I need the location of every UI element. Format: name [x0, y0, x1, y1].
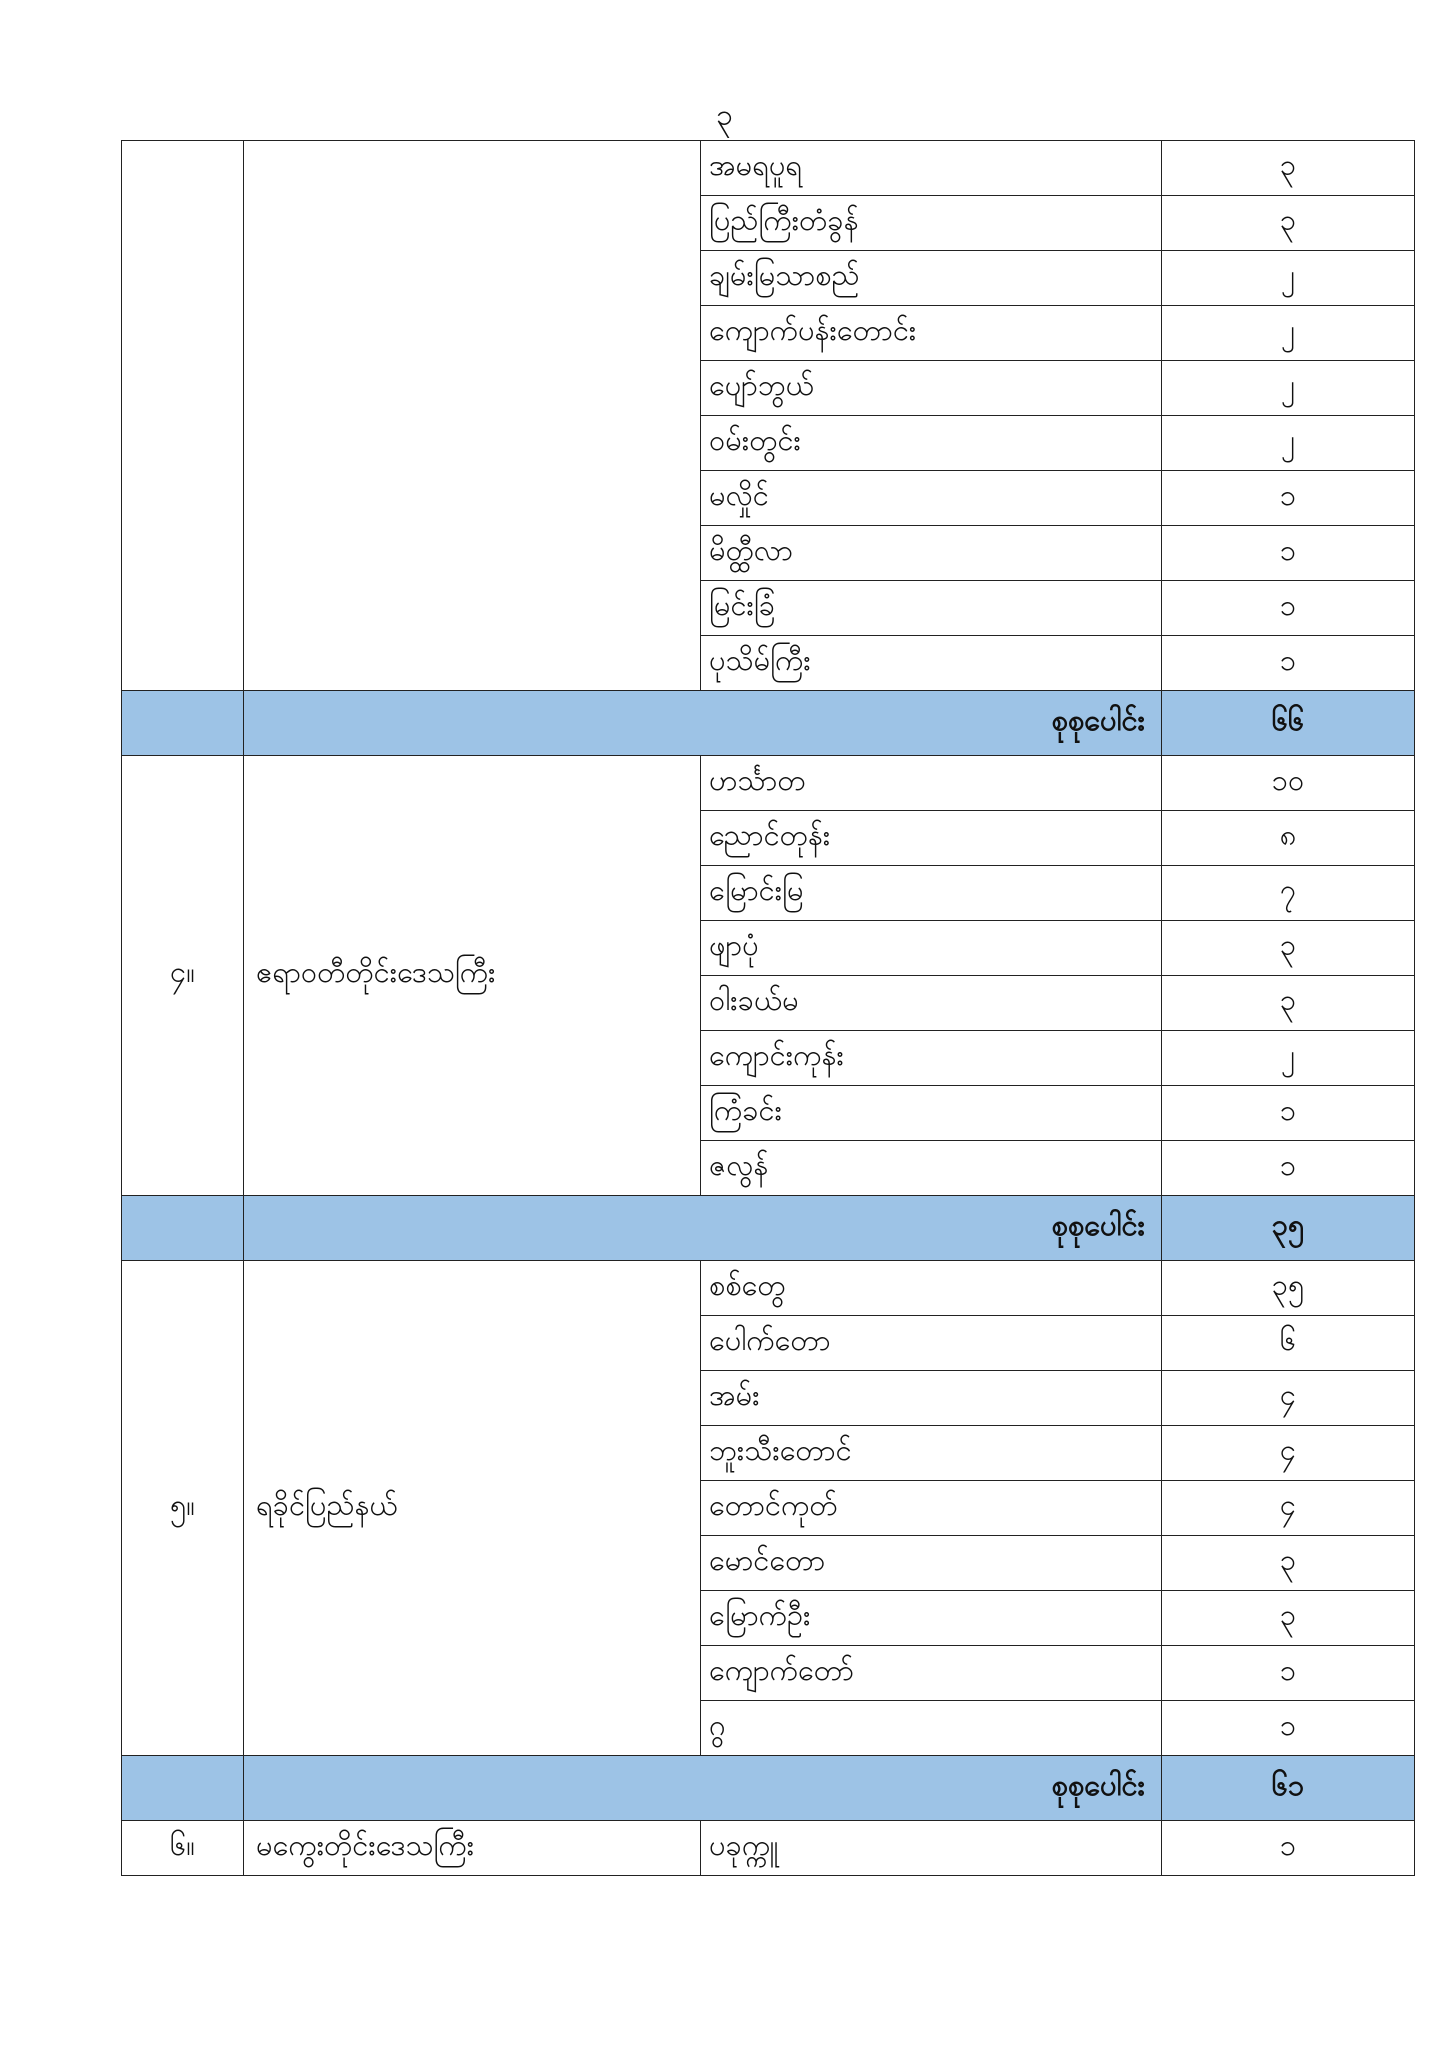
table-row — [122, 1261, 1415, 1316]
total-value: ၆၆ — [1162, 691, 1415, 756]
total-value: ၃၅ — [1162, 1196, 1415, 1261]
township-count: ၁ — [1162, 1646, 1415, 1701]
total-row — [122, 1756, 1415, 1821]
township-count: ၁ — [1162, 1141, 1415, 1196]
township-count: ၁ — [1162, 1086, 1415, 1141]
township-name: ကျောင်းကုန်း — [701, 1031, 1162, 1086]
township-name: ပုသိမ်ကြီး — [701, 636, 1162, 691]
total-blank-cell — [122, 1196, 244, 1261]
township-count: ၄ — [1162, 1371, 1415, 1426]
township-name: အမရပူရ — [701, 141, 1162, 196]
township-count: ၂ — [1162, 306, 1415, 361]
region-name — [244, 141, 701, 691]
township-count: ၂ — [1162, 1031, 1415, 1086]
total-label: စုစုပေါင်း — [244, 1756, 1162, 1821]
total-label: စုစုပေါင်း — [244, 691, 1162, 756]
township-name: ကြံခင်း — [701, 1086, 1162, 1141]
group-number: ၄။ — [122, 756, 244, 1196]
township-name: မြောင်းမြ — [701, 866, 1162, 921]
township-count: ၇ — [1162, 866, 1415, 921]
township-count: ၂ — [1162, 416, 1415, 471]
township-name: ကျောက်တော် — [701, 1646, 1162, 1701]
township-count: ၂ — [1162, 361, 1415, 416]
township-count: ၄ — [1162, 1426, 1415, 1481]
township-count: ၃၅ — [1162, 1261, 1415, 1316]
township-name: ဝမ်းတွင်း — [701, 416, 1162, 471]
township-count: ၁ — [1162, 581, 1415, 636]
township-count: ၈ — [1162, 811, 1415, 866]
region-name: မကွေးတိုင်းဒေသကြီး — [244, 1821, 701, 1876]
township-name: မိတ္ထီလာ — [701, 526, 1162, 581]
township-count: ၂ — [1162, 251, 1415, 306]
township-count: ၄ — [1162, 1481, 1415, 1536]
table-row — [122, 141, 1415, 196]
township-count: ၁ — [1162, 636, 1415, 691]
table-row — [122, 1821, 1415, 1876]
township-name: ပခုက္ကူ — [701, 1821, 1162, 1876]
total-row — [122, 1196, 1415, 1261]
township-name: ဇလွန် — [701, 1141, 1162, 1196]
township-name: စစ်တွေ — [701, 1261, 1162, 1316]
group-number — [122, 141, 244, 691]
township-table — [121, 140, 1415, 1876]
page-number: ၃ — [716, 98, 733, 133]
township-name: ကျောက်ပန်းတောင်း — [701, 306, 1162, 361]
township-name: ချမ်းမြသာစည် — [701, 251, 1162, 306]
total-value: ၆၁ — [1162, 1756, 1415, 1821]
township-name: တောင်ကုတ် — [701, 1481, 1162, 1536]
township-name: ဝါးခယ်မ — [701, 976, 1162, 1031]
total-blank-cell — [122, 1756, 244, 1821]
township-name: ဟင်္သာတ — [701, 756, 1162, 811]
total-row — [122, 691, 1415, 756]
township-count: ၃ — [1162, 976, 1415, 1031]
township-count: ၆ — [1162, 1316, 1415, 1371]
township-name: မောင်တော — [701, 1536, 1162, 1591]
township-name: မြင်းခြံ — [701, 581, 1162, 636]
township-count: ၃ — [1162, 1536, 1415, 1591]
township-name: အမ်း — [701, 1371, 1162, 1426]
township-count: ၃ — [1162, 196, 1415, 251]
township-count: ၃ — [1162, 1591, 1415, 1646]
township-name: ဂွ — [701, 1701, 1162, 1756]
total-blank-cell — [122, 691, 244, 756]
township-name: ပြည်ကြီးတံခွန် — [701, 196, 1162, 251]
region-name: ရခိုင်ပြည်နယ် — [244, 1261, 701, 1756]
township-name: ညောင်တုန်း — [701, 811, 1162, 866]
township-count: ၃ — [1162, 921, 1415, 976]
group-number: ၅။ — [122, 1261, 244, 1756]
township-count: ၁ — [1162, 526, 1415, 581]
total-label: စုစုပေါင်း — [244, 1196, 1162, 1261]
township-count: ၁၀ — [1162, 756, 1415, 811]
township-count: ၁ — [1162, 471, 1415, 526]
township-name: ဖျာပုံ — [701, 921, 1162, 976]
township-name: မြောက်ဦး — [701, 1591, 1162, 1646]
township-name: ပျော်ဘွယ် — [701, 361, 1162, 416]
group-number: ၆။ — [122, 1821, 244, 1876]
region-name: ဧရာဝတီတိုင်းဒေသကြီး — [244, 756, 701, 1196]
township-count: ၃ — [1162, 141, 1415, 196]
township-count: ၁ — [1162, 1701, 1415, 1756]
township-count: ၁ — [1162, 1821, 1415, 1876]
table-row — [122, 756, 1415, 811]
township-name: ပေါက်တော — [701, 1316, 1162, 1371]
table-body — [122, 141, 1415, 1876]
township-name: မလှိုင် — [701, 471, 1162, 526]
township-name: ဘူးသီးတောင် — [701, 1426, 1162, 1481]
